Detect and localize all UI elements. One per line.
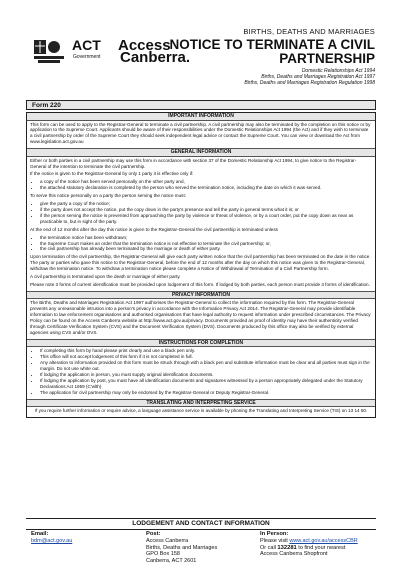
- access-cbr-link[interactable]: www.act.gov.au/accessCBR: [289, 537, 358, 544]
- list-item: • If lodging the application by post, you must have all identification documents and signatures witnessed by a person appropriately delegated under the Statutory Declarations Act 1959 (C'wlth): [40, 378, 372, 390]
- in-person-column: [260, 531, 358, 558]
- instructions-heading: INSTRUCTIONS FOR COMPLETION: [27, 340, 375, 348]
- post-label: Post:: [146, 531, 161, 537]
- general-body: [27, 157, 375, 292]
- privacy-text: The Births, Deaths and Marriages Registration Act 1997 authorises the Registrar-General to collect the information required by this form. The Registrar-General prevents any unreasonable intrusion into a person's privacy in accordance with the Information Privacy Act 2014. The Registrar-General may provide identifiable information to law enforcement organisations and authorised organisations that have legal authority to request information under prescribed circumstances. The Privacy Policy can be found on the Access Canberra website at http://www.act.gov.au/privacy. Documents provided as proof of identity may have their authenticity verified through Certificate Verification System (CVS) and the Document Verification System (DVS). Documents produced by this office may also be verified by external agencies using CVS and/or DVS.: [30, 300, 371, 335]
- legislation-3: Births, Deaths and Marriages Registration Regulation 1998: [244, 80, 375, 87]
- service-conditions-list: [30, 179, 372, 191]
- legislation-1: Domestic Relationships Act 1994: [301, 68, 375, 74]
- act-logo-sub: Government: [73, 54, 101, 60]
- list-item: • the civil partnership has already been terminated by the marriage or death of either party.: [40, 246, 372, 252]
- general-heading: GENERAL INFORMATION: [27, 149, 375, 157]
- header-right: [170, 27, 376, 87]
- list-item: • If lodging the application in person, you must supply original identification documents.: [40, 372, 372, 378]
- email-link[interactable]: bdm@act.gov.au: [31, 537, 73, 544]
- form-title-line1: NOTICE TO TERMINATE A CIVIL: [169, 37, 375, 52]
- information-sections: [26, 112, 376, 418]
- list-item: • Any alteration to information provided on this form must be struck through with a black pen and substitute information must be clear and all parties must sign in the margin. Do not use white out.: [40, 360, 372, 372]
- shopfront-text: Access Canberra Shopfront: [260, 551, 328, 558]
- lodgement-heading: LODGEMENT AND CONTACT INFORMATION: [26, 518, 376, 530]
- list-item: • if the person serving the notice is prevented from approaching the party by violence or threat of violence, or by a court order, put the copy down as near as practicable to, but in sight of the party.: [40, 213, 372, 225]
- general-p3: To serve this notice personally on a party the person serving the notice must:: [30, 193, 187, 199]
- list-item: • give the party a copy of the notice;: [40, 201, 372, 207]
- email-label: Email:: [31, 531, 49, 537]
- general-p7: Please note 3 forms of current identification must be provided upon lodgement of this form. If lodged by both parties, each person must provide 3 forms of identification.: [30, 281, 370, 287]
- translating-text: If you require further information or require advice, a language assistance service is available by phoning the Translating and Interpreting Service (TIS) on 13 14 50.: [34, 408, 368, 414]
- post-line: GPO Box 158: [146, 551, 180, 558]
- act-logo-text: ACT: [72, 37, 101, 53]
- important-body: [27, 121, 375, 150]
- list-item: • a copy of the notice has been served personally on the other party and,: [40, 179, 372, 185]
- translating-body: [27, 407, 375, 417]
- legislation-list: [170, 68, 376, 87]
- list-item: • The application for civil partnership may only be endorsed by the Registrar-General or Deputy Registrar-General.: [40, 390, 372, 396]
- call-prefix: Or call: [260, 544, 276, 551]
- act-crest-icon: [32, 38, 66, 68]
- list-item: • This office will not accept lodgement of this form if it is not completed in full.: [40, 354, 372, 360]
- form-title: [170, 38, 376, 66]
- call-suffix: to find your nearest: [298, 544, 346, 551]
- division-name: BIRTHS, DEATHS AND MARRIAGES: [243, 27, 375, 36]
- important-heading: IMPORTANT INFORMATION: [27, 113, 375, 121]
- list-item: • If completing this form by hand please print clearly and use a black pen only.: [40, 348, 372, 354]
- post-line: Births, Deaths and Marriages: [146, 544, 218, 551]
- post-column: [146, 531, 217, 565]
- list-item: • if the party does not accept the notice, put the copy down in the party's presence and tell the party in general terms what it is; or: [40, 207, 372, 213]
- post-line: Canberra, ACT 2601: [146, 558, 197, 565]
- header: [0, 0, 403, 100]
- termination-exceptions-list: [30, 235, 372, 253]
- privacy-heading: PRIVACY INFORMATION: [27, 292, 375, 300]
- in-person-label: In Person:: [260, 531, 289, 537]
- visit-prefix: Please visit: [260, 537, 288, 544]
- access-canberra-logo-line1: Access: [118, 37, 171, 54]
- phone-number: 132281: [277, 544, 297, 551]
- form-number: Form 220: [26, 100, 376, 110]
- list-item: • the termination notice has been withdrawn;: [40, 235, 372, 241]
- email-column: [31, 531, 72, 545]
- form-title-line2: PARTNERSHIP: [279, 51, 375, 66]
- post-line: Access Canberra: [146, 537, 189, 544]
- general-p5: Upon termination of the civil partnership, the Registrar-General will give each party written notice that the civil partnership has been terminated on the date in the notice. The party or parties who gave this notice to the Registrar-General, before the end of 12 months after the day on which this notice was given to the Registrar-General, withdraw the termination notice. To withdraw a termination notice please complete a Notice of Withdrawal of Termination of a Civil Partnership form.: [30, 254, 371, 272]
- important-text: This form can be used to apply to the Registrar-General to terminate a civil partnership. A civil partnership may also be terminated by the completion on this notice or by application to the Supreme Court. Applicants should be aware of their responsibilities under the Domestic Relationships Act 1994 (the Act) and if they wish to terminate a civil partnership by order of the Supreme Court they should seek independent legal advice or contact the Supreme Court. You can view or download the Act from www.legislation.act.gov.au: [30, 121, 371, 145]
- access-canberra-logo-line2: Canberra.: [120, 49, 191, 66]
- instructions-body: [27, 347, 375, 399]
- privacy-body: [27, 299, 375, 339]
- list-item: • the Supreme Court makes an order that the termination notice is not effective to terminate the civil partnership; or,: [40, 241, 372, 247]
- list-item: • the attached statutory declaration is completed by the person who served the termination notice, including the date on which it was served.: [40, 185, 372, 191]
- serving-steps-list: [30, 201, 372, 225]
- legislation-2: Births, Deaths and Marriages Registration Act 1997: [261, 74, 375, 81]
- general-p6: A civil partnership is terminated upon the death or marriage of either party.: [30, 274, 181, 280]
- general-p1: Either or both parties in a civil partnership may use this form in accordance with section 37 of the Domestic Relationship Act 1994, to give notice to the Registrar-General of the intention to terminate the civil partnership.: [30, 157, 357, 169]
- general-p4: At the end of 12 months after the day this notice is given to the Registrar-General the civil partnership is terminated unless: [30, 226, 278, 232]
- instructions-list: [30, 348, 372, 395]
- translating-heading: TRANSLATING AND INTERPRETING SERVICE: [27, 400, 375, 408]
- general-p2: If the notice is given to the Registrar-General by only 1 party it is effective only if:: [30, 171, 194, 177]
